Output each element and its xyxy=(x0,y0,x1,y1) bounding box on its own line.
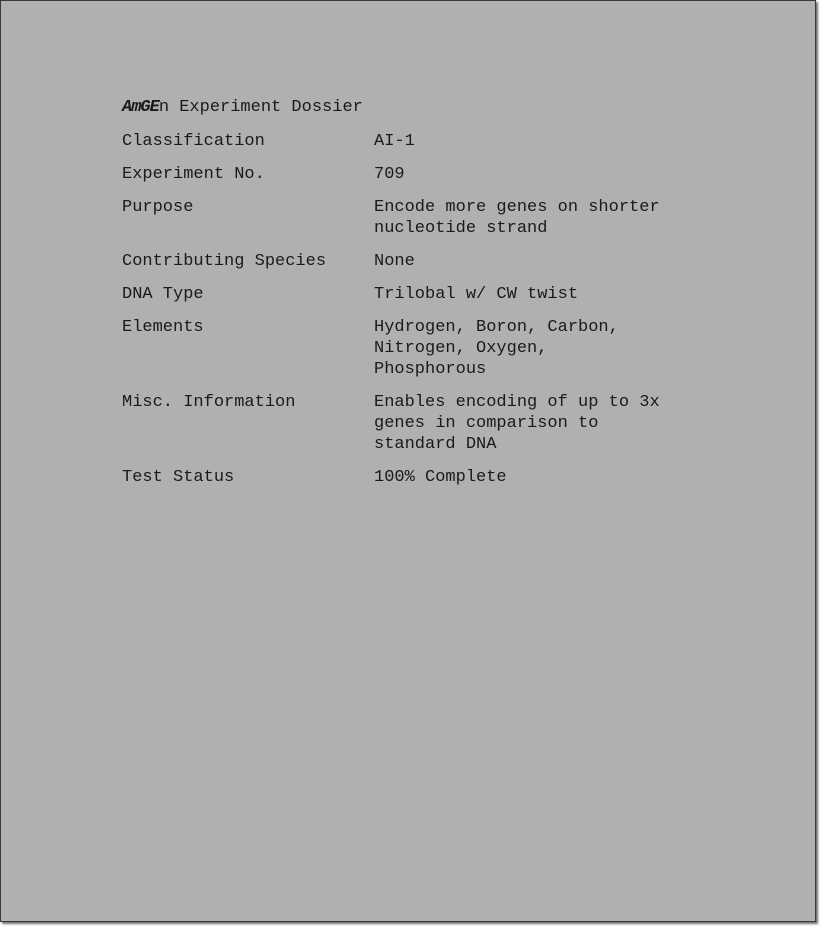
experiment-number-value: 709 xyxy=(374,165,405,184)
test-status-value: 100% Complete xyxy=(374,468,507,487)
contributing-species-label: Contributing Species xyxy=(122,252,327,271)
elements-label: Elements xyxy=(122,318,204,337)
logo-letters-ge: GE xyxy=(140,98,159,117)
purpose-label: Purpose xyxy=(122,198,194,217)
misc-information-value: Enables encoding of up to 3x genes in comparison to standard DNA xyxy=(374,393,660,454)
purpose-value: Encode more genes on shorter nucleotide strand xyxy=(374,198,660,238)
logo-letter-a: A xyxy=(122,98,132,117)
amgen-logo xyxy=(122,98,169,117)
row-misc-information xyxy=(122,392,704,455)
elements-value: Hydrogen, Boron, Carbon, Nitrogen, Oxygen, Phosphorous xyxy=(374,318,619,379)
row-classification xyxy=(122,131,704,152)
dossier-title-text: Experiment Dossier xyxy=(169,98,363,117)
misc-information-label: Misc. Information xyxy=(122,393,296,412)
experiment-dossier xyxy=(122,97,704,500)
experiment-number-label: Experiment No. xyxy=(122,165,265,184)
row-purpose xyxy=(122,197,704,239)
dna-type-value: Trilobal w/ CW twist xyxy=(374,285,579,304)
row-contributing-species xyxy=(122,251,704,272)
logo-letter-m: m xyxy=(131,98,141,117)
contributing-species-value: None xyxy=(374,252,415,271)
row-dna-type xyxy=(122,284,704,305)
row-test-status xyxy=(122,467,704,488)
dossier-title xyxy=(122,97,704,118)
row-elements xyxy=(122,317,704,380)
test-status-label: Test Status xyxy=(122,468,235,487)
classification-label: Classification xyxy=(122,132,265,151)
row-experiment-number xyxy=(122,164,704,185)
dna-type-label: DNA Type xyxy=(122,285,204,304)
logo-letter-n: n xyxy=(158,98,170,117)
classification-value: AI-1 xyxy=(374,132,415,151)
